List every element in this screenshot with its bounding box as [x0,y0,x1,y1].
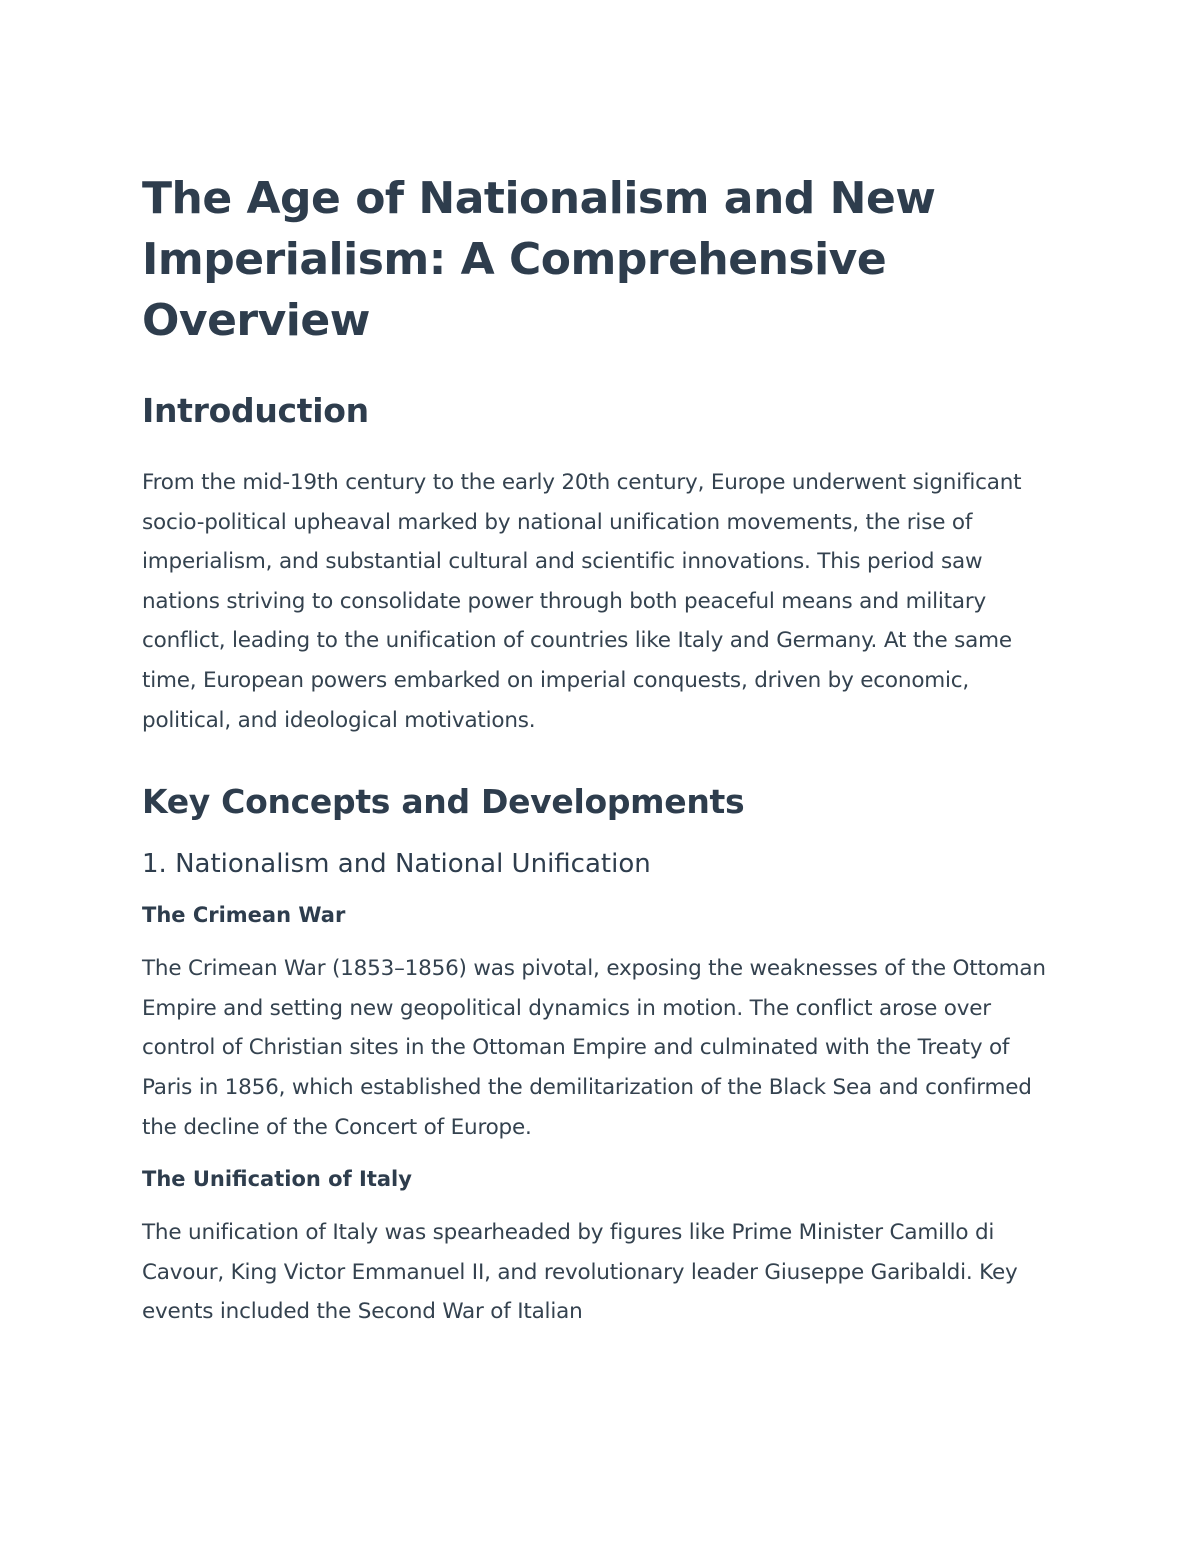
section-heading-introduction: Introduction [142,391,369,430]
document-page [142,168,1062,1332]
unification-italy-paragraph: The unification of Italy was spearheaded by figures like Prime Minister Camillo di Cavour, King Victor Emmanuel II, and revolutionary leader Giuseppe Garibaldi. Key events included the Second War of Italian [142,1220,1018,1325]
section-heading-key-concepts: Key Concepts and Developments [142,782,745,822]
document-title: The Age of Nationalism and New Imperialism: A Comprehensive Overview [142,173,936,346]
crimean-war-paragraph: The Crimean War (1853–1856) was pivotal, exposing the weaknesses of the Ottoman Empire and setting new geopolitical dynamics in motion. The conflict arose over control of Christian sites in the Ottoman Empire and culminated with the Treaty of Paris in 1856, which established the demilitarization of the Black Sea and confirmed the decline of the Concert of Europe. [142,956,1046,1140]
introduction-paragraph: From the mid-19th century to the early 20th century, Europe underwent significant socio-political upheaval marked by national unification movements, the rise of imperialism, and substantial cultural and scientific innovations. This period saw nations striving to consolidate power through both peaceful means and military conflict, leading to the unification of countries like Italy and Germany. At the same time, European powers embarked on imperial conquests, driven by economic, political, and ideological motivations. [142,470,1022,733]
topic-heading-unification-italy: The Unification of Italy [142,1167,412,1192]
subsection-heading-nationalism: 1. Nationalism and National Unification [142,849,651,880]
topic-heading-crimean-war: The Crimean War [142,903,346,928]
